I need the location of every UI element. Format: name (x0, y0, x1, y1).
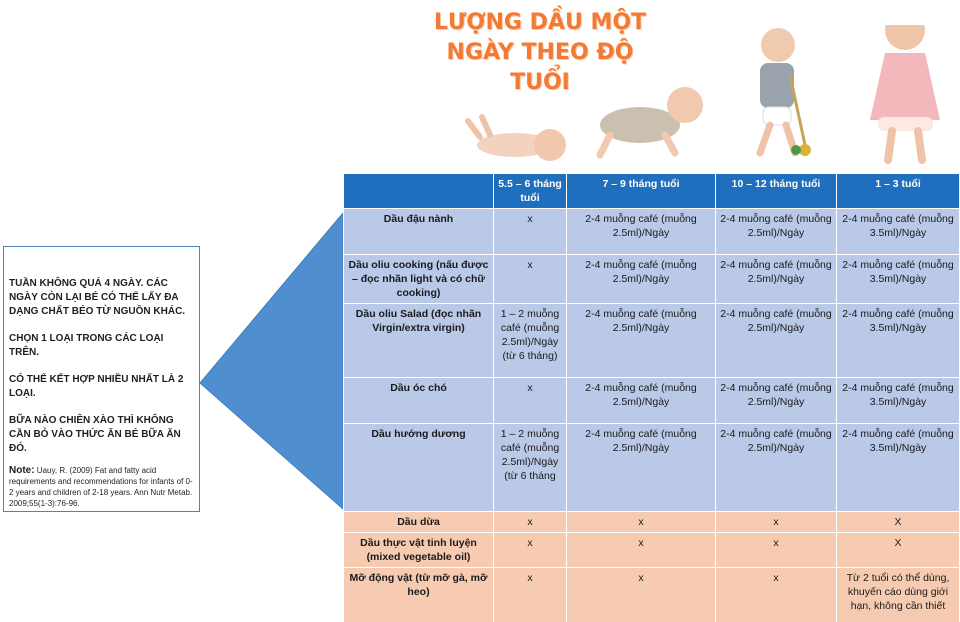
note-paragraph-4: BỮA NÀO CHIÊN XÀO THÌ KHÔNG CẦN BỎ VÀO THỨC ĂN BÉ BỮA ĂN ĐÓ. (9, 415, 181, 454)
note-reference-label: Note: (9, 465, 35, 476)
table-cell: x (494, 209, 567, 255)
oil-amount-table (343, 173, 960, 622)
header-cell: 1 – 3 tuổi (837, 174, 960, 209)
table-cell: 1 – 2 muỗng café (muỗng 2.5ml)/Ngày (từ 6 tháng) (494, 304, 567, 378)
row-label: Dầu oliu Salad (đọc nhãn Virgin/extra virgin) (344, 304, 494, 378)
table-cell: 2-4 muỗng café (muỗng 3.5ml)/Ngày (837, 209, 960, 255)
table-cell: x (494, 568, 567, 622)
note-box (3, 246, 200, 512)
title-line-2: NGÀY THEO ĐỘ (446, 40, 634, 65)
row-label: Dầu oliu cooking (nấu được – đọc nhãn light và có chữ cooking) (344, 255, 494, 304)
table-cell: 2-4 muỗng café (muỗng 3.5ml)/Ngày (837, 424, 960, 512)
table-cell: x (494, 512, 567, 533)
table-row (344, 424, 960, 512)
table-cell: x (716, 512, 837, 533)
standing-baby-image (760, 28, 811, 156)
table-cell: 2-4 muỗng café (muỗng 2.5ml)/Ngày (716, 255, 837, 304)
table-row (344, 255, 960, 304)
table-row (344, 304, 960, 378)
title-line-3: TUỔI (510, 70, 570, 95)
note-reference (9, 465, 194, 509)
header-cell (344, 174, 494, 209)
table-cell: 2-4 muỗng café (muỗng 2.5ml)/Ngày (716, 424, 837, 512)
row-label: Dầu hướng dương (344, 424, 494, 512)
table-cell: Từ 2 tuổi có thể dùng, khuyến cáo dùng giới hạn, không cần thiết (837, 568, 960, 622)
table-cell: X (837, 512, 960, 533)
table-cell: 1 – 2 muỗng café (muỗng 2.5ml)/Ngày (từ 6 tháng (494, 424, 567, 512)
table-row (344, 568, 960, 622)
table-cell: 2-4 muỗng café (muỗng 2.5ml)/Ngày (567, 378, 716, 424)
note-paragraph-1: TUẦN KHÔNG QUÁ 4 NGÀY. CÁC NGÀY CÒN LẠI BÉ CÓ THỂ LẤY ĐA DẠNG CHẤT BÉO TỪ NGUỒN KHÁC. (9, 278, 186, 317)
connector-triangle (198, 211, 344, 511)
row-label: Dầu dừa (344, 512, 494, 533)
table-cell: 2-4 muỗng café (muỗng 2.5ml)/Ngày (567, 255, 716, 304)
table-row (344, 512, 960, 533)
table-cell: x (494, 255, 567, 304)
table-row (344, 378, 960, 424)
note-paragraph-3: CÓ THỂ KẾT HỢP NHIỀU NHẤT LÀ 2 LOẠI. (9, 374, 184, 399)
table-cell: 2-4 muỗng café (muỗng 3.5ml)/Ngày (837, 378, 960, 424)
table-row (344, 209, 960, 255)
row-label: Dầu óc chó (344, 378, 494, 424)
table-cell: 2-4 muỗng café (muỗng 3.5ml)/Ngày (837, 304, 960, 378)
table-cell: x (494, 378, 567, 424)
note-reference-text: Uauy, R. (2009) Fat and fatty acid requirements and recommendations for infants of 0-2 years and children of 2-18 years. Ann Nutr Metab. 2009;55(1-3):76-96. (9, 466, 193, 508)
table-cell: x (567, 533, 716, 568)
header-cell: 7 – 9 tháng tuổi (567, 174, 716, 209)
table-cell: 2-4 muỗng café (muỗng 2.5ml)/Ngày (716, 209, 837, 255)
babies-illustration (460, 25, 960, 175)
row-label: Dầu đậu nành (344, 209, 494, 255)
table-header-row (344, 174, 960, 209)
table-cell: 2-4 muỗng café (muỗng 2.5ml)/Ngày (716, 378, 837, 424)
table-cell: 2-4 muỗng café (muỗng 2.5ml)/Ngày (567, 304, 716, 378)
table-cell: x (567, 512, 716, 533)
crawling-baby-image (600, 87, 703, 155)
lying-baby-image (468, 117, 566, 161)
table-cell: x (716, 568, 837, 622)
title-line-1: LƯỢNG DẦU MỘT (433, 10, 647, 35)
table-cell: 2-4 muỗng café (muỗng 2.5ml)/Ngày (567, 424, 716, 512)
row-label: Mỡ động vật (từ mỡ gà, mỡ heo) (344, 568, 494, 622)
note-paragraph-2: CHỌN 1 LOẠI TRONG CÁC LOẠI TRÊN. (9, 333, 164, 358)
header-cell: 5.5 – 6 tháng tuổi (494, 174, 567, 209)
table-cell: x (567, 568, 716, 622)
row-label: Dầu thực vật tinh luyện (mixed vegetable oil) (344, 533, 494, 568)
toddler-image (870, 25, 940, 160)
table-cell: x (494, 533, 567, 568)
table-row (344, 533, 960, 568)
table-cell: x (716, 533, 837, 568)
table-cell: 2-4 muỗng café (muỗng 2.5ml)/Ngày (716, 304, 837, 378)
table-cell: 2-4 muỗng café (muỗng 2.5ml)/Ngày (567, 209, 716, 255)
table-cell: X (837, 533, 960, 568)
table-cell: 2-4 muỗng café (muỗng 3.5ml)/Ngày (837, 255, 960, 304)
header-cell: 10 – 12 tháng tuổi (716, 174, 837, 209)
